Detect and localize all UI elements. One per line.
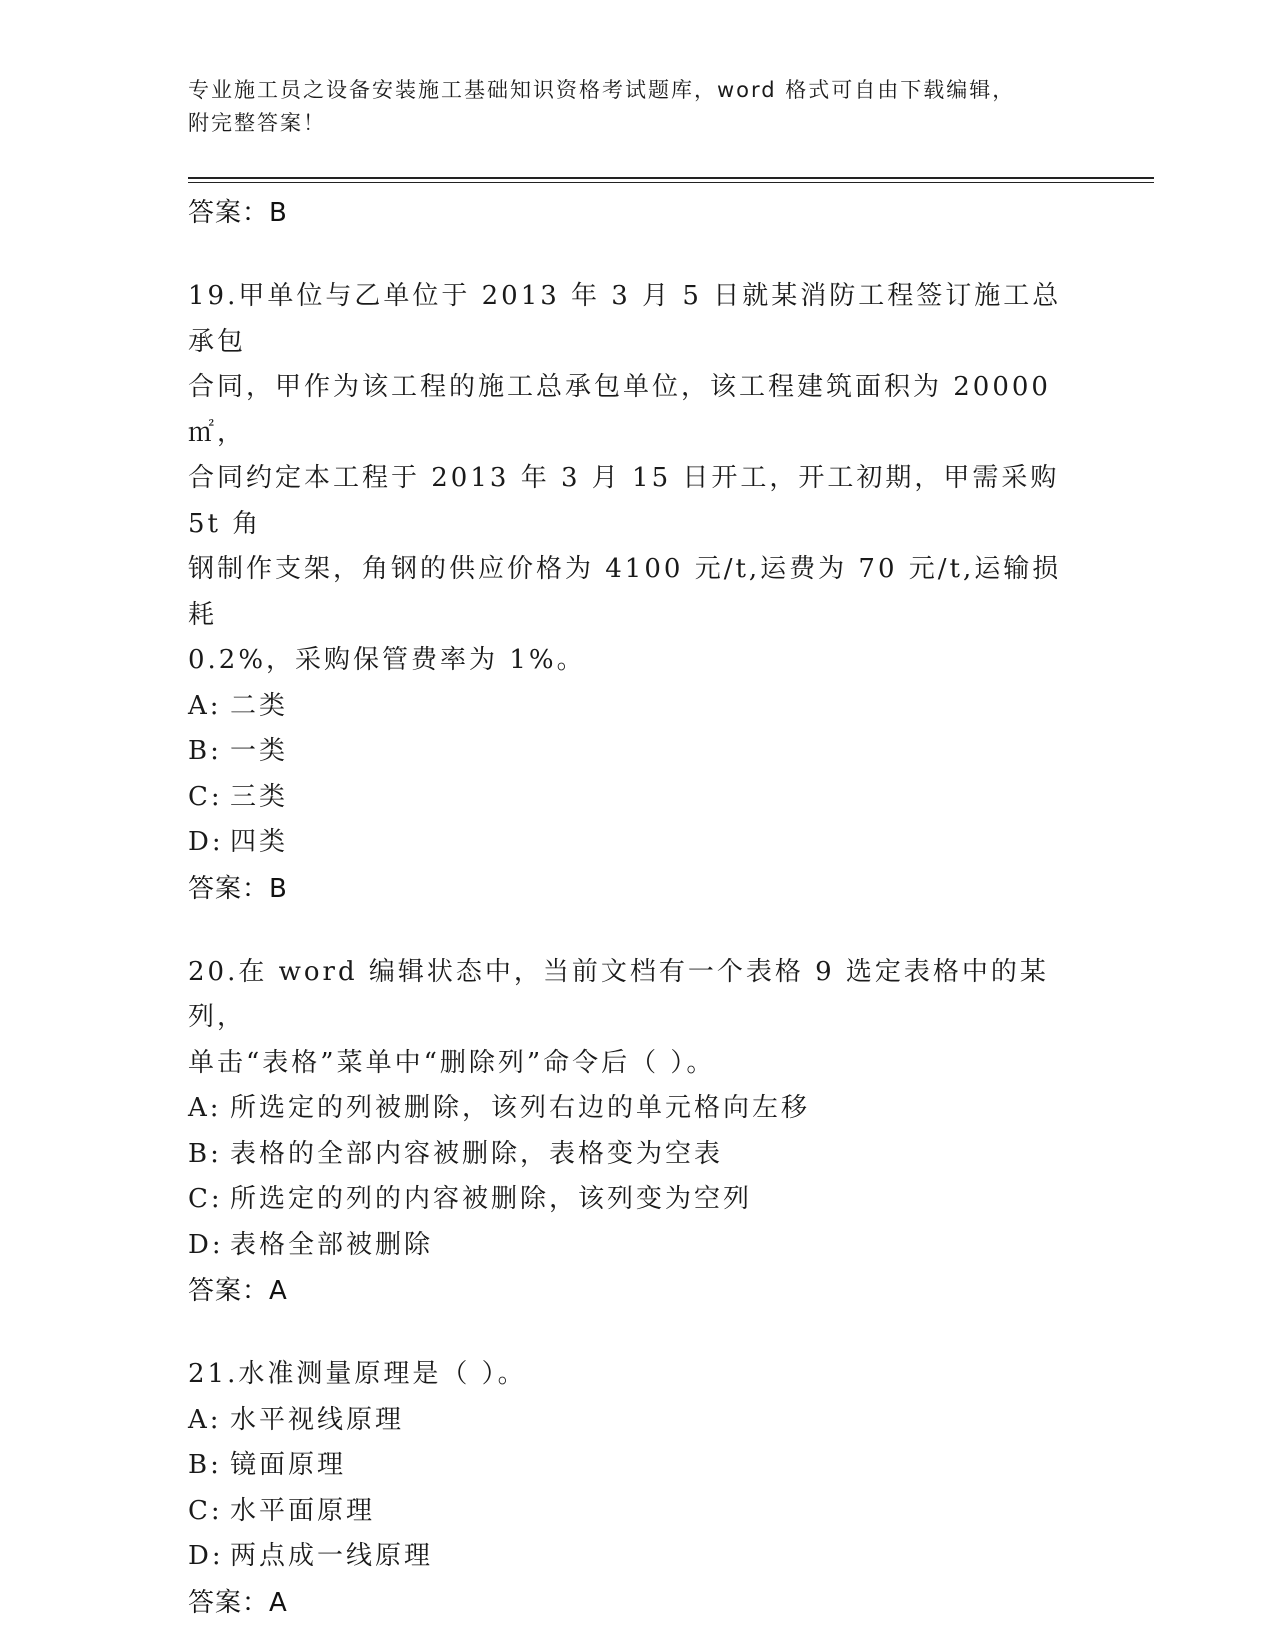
answer-line-21 — [188, 1580, 1088, 1626]
header-line-1: 专业施工员之设备安装施工基础知识资格考试题库，word 格式可自由下载编辑， — [188, 78, 1016, 102]
answer-label: 答案 — [188, 873, 243, 904]
option-letter: C: — [188, 781, 223, 812]
question-stem — [188, 950, 1088, 1087]
option-text: 三类 — [230, 781, 289, 812]
question-20 — [188, 950, 1088, 1315]
question-21 — [188, 1352, 1088, 1626]
option-text: 所选定的列的内容被删除，该列变为空列 — [230, 1184, 753, 1214]
option-letter: D: — [188, 827, 224, 857]
option-c — [188, 1177, 1088, 1223]
option-a — [188, 1086, 1088, 1132]
option-b — [188, 729, 1088, 775]
document-header — [188, 74, 1068, 140]
option-letter: C: — [188, 1495, 223, 1526]
option-letter: A: — [188, 690, 222, 721]
option-d — [188, 820, 1088, 866]
option-letter: B: — [188, 736, 222, 766]
option-text: 镜面原理 — [230, 1450, 347, 1480]
option-text: 二类 — [230, 690, 289, 721]
header-line-2: 附完整答案！ — [188, 111, 326, 135]
header-divider-thin — [188, 182, 1154, 183]
option-text: 水平面原理 — [230, 1495, 376, 1526]
question-stem — [188, 1352, 1088, 1398]
option-text: 表格的全部内容被删除，表格变为空表 — [230, 1138, 724, 1169]
answer-separator: ： — [242, 1276, 270, 1306]
stem-line: 合同约定本工程于 2013 年 3 月 15 日开工，开工初期，甲需采购 5t 角 — [188, 463, 1060, 539]
answer-value: B — [269, 198, 288, 228]
question-list — [188, 190, 1088, 1626]
answer-value: B — [269, 873, 288, 904]
answer-line-20 — [188, 1268, 1088, 1314]
option-letter: A: — [188, 1093, 222, 1123]
stem-line: 钢制作支架，角钢的供应价格为 4100 元/t,运费为 70 元/t,运输损耗 — [188, 554, 1062, 630]
stem-line: 合同，甲作为该工程的施工总承包单位，该工程建筑面积为 20000㎡， — [188, 372, 1051, 448]
answer-label: 答案 — [188, 1587, 243, 1618]
answer-value: A — [269, 1587, 288, 1618]
option-letter: D: — [188, 1541, 224, 1571]
option-b — [188, 1443, 1088, 1489]
answer-separator: ： — [242, 1587, 270, 1618]
option-text: 所选定的列被删除，该列右边的单元格向左移 — [230, 1093, 811, 1123]
option-b — [188, 1132, 1088, 1178]
stem-line: 21.水准测量原理是（ ）。 — [188, 1359, 527, 1389]
option-text: 四类 — [230, 827, 289, 857]
answer-value: A — [269, 1276, 288, 1306]
option-text: 表格全部被删除 — [230, 1229, 434, 1260]
stem-line: 单击“表格”菜单中“删除列”命令后（ ）。 — [188, 1047, 716, 1078]
option-letter: A: — [188, 1404, 222, 1435]
option-text: 一类 — [230, 736, 289, 766]
answer-separator: ： — [242, 198, 270, 228]
option-letter: B: — [188, 1138, 222, 1169]
option-letter: B: — [188, 1450, 222, 1480]
question-stem — [188, 274, 1088, 684]
stem-line: 20.在 word 编辑状态中，当前文档有一个表格 9 选定表格中的某列， — [188, 956, 1049, 1032]
answer-label: 答案 — [188, 198, 243, 228]
option-a — [188, 1398, 1088, 1444]
answer-label: 答案 — [188, 1276, 243, 1306]
stem-line: 19.甲单位与乙单位于 2013 年 3 月 5 日就某消防工程签订施工总承包 — [188, 281, 1062, 357]
header-divider-thick — [188, 177, 1154, 179]
answer-separator: ： — [242, 873, 270, 904]
option-letter: C: — [188, 1184, 223, 1214]
option-text: 两点成一线原理 — [230, 1541, 434, 1571]
answer-line-18 — [188, 190, 1088, 236]
option-d — [188, 1223, 1088, 1269]
answer-line-19 — [188, 866, 1088, 912]
option-letter: D: — [188, 1229, 224, 1260]
option-d — [188, 1534, 1088, 1580]
question-19 — [188, 274, 1088, 912]
stem-line: 0.2%，采购保管费率为 1%。 — [188, 645, 586, 675]
option-a — [188, 684, 1088, 730]
option-text: 水平视线原理 — [230, 1404, 405, 1435]
option-c — [188, 775, 1088, 821]
option-c — [188, 1489, 1088, 1535]
